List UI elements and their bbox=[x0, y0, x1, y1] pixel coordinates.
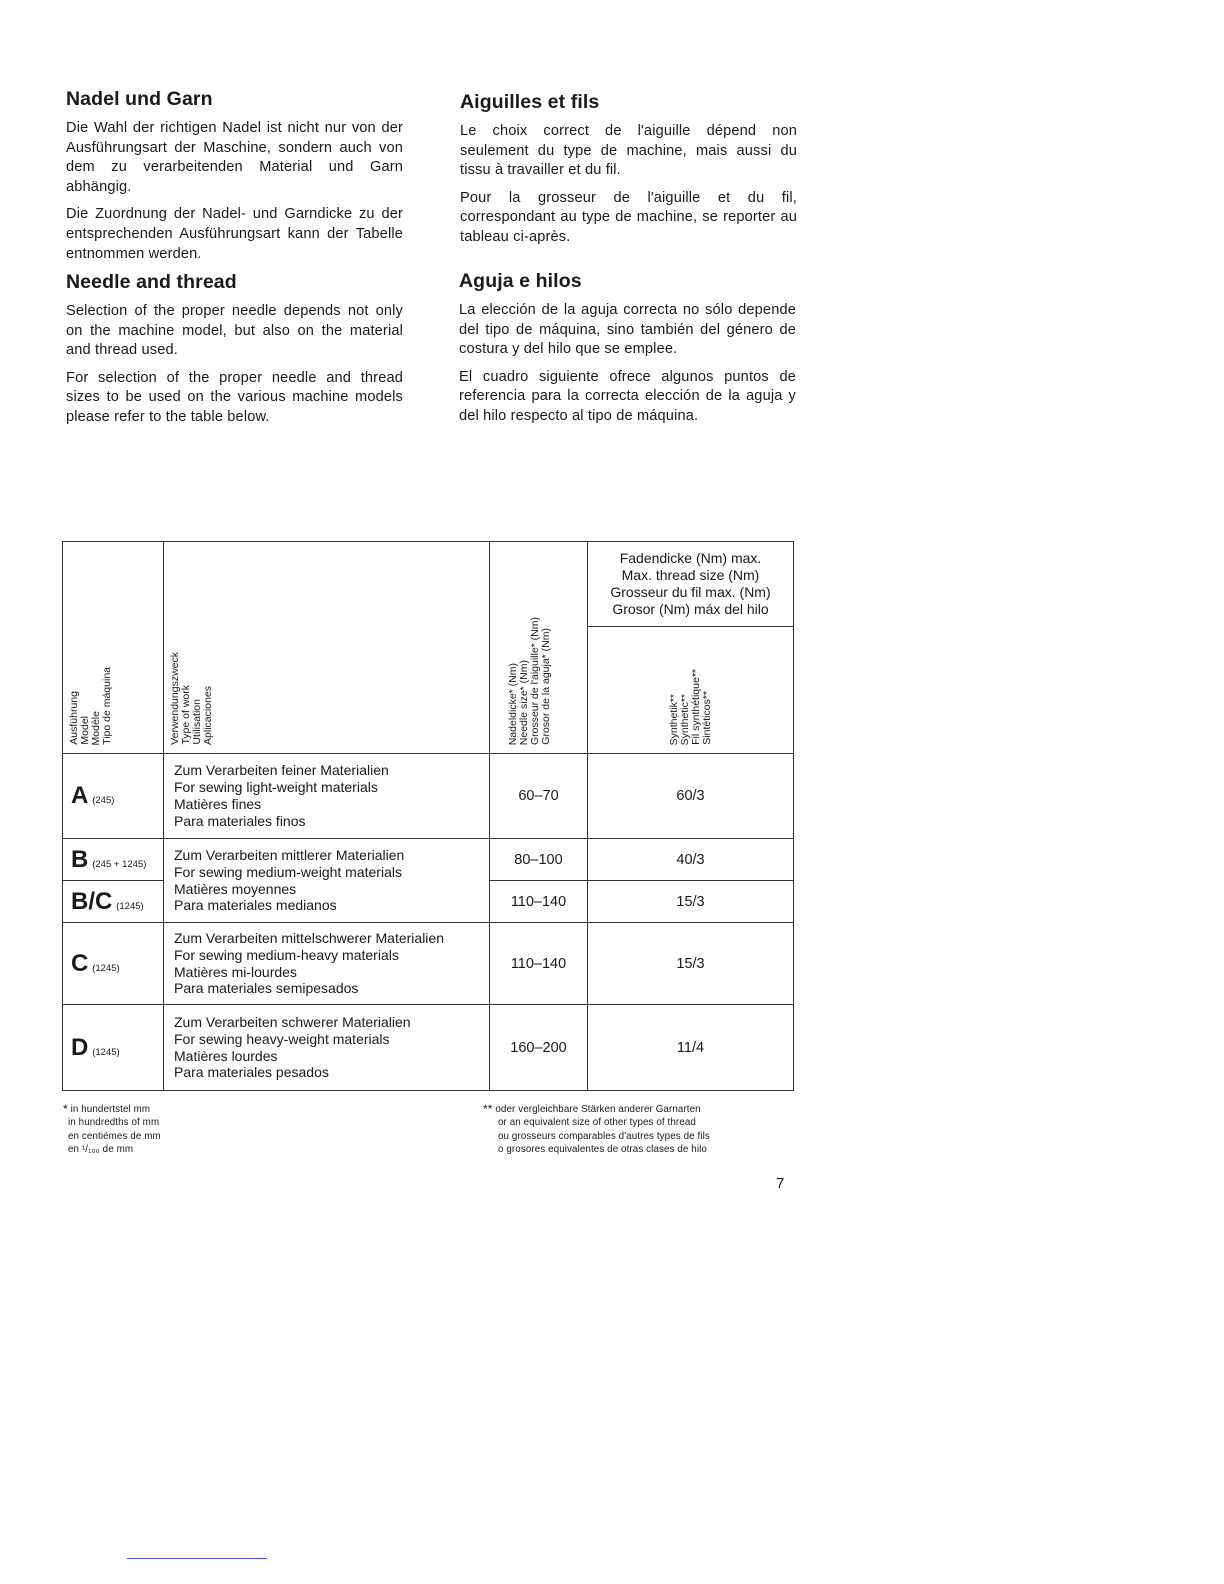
model-code: (245 + 1245) bbox=[92, 858, 147, 870]
usage-cell bbox=[164, 1005, 490, 1091]
paragraph: For selection of the proper needle and thread sizes to be used on the various machine models please refer to the table below. bbox=[66, 369, 403, 425]
needle-size-value: 110–140 bbox=[490, 923, 588, 1005]
section-title: Nadel und Garn bbox=[66, 88, 213, 110]
paragraph: El cuadro siguiente ofrece algunos puntos de referencia para la correcta elección de la aguja y del hilo respecto al tipo de máquina. bbox=[459, 368, 796, 424]
needle-size-value: 60–70 bbox=[490, 754, 588, 839]
thread-size-value: 60/3 bbox=[588, 754, 794, 839]
model-cell bbox=[63, 839, 164, 881]
usage-fr: Matières lourdes bbox=[174, 1047, 278, 1064]
paragraph: Die Zuordnung der Nadel- und Garndicke zu der entsprechenden Ausführungsart kann der Tabelle entnommen werden. bbox=[66, 206, 403, 262]
table-row bbox=[63, 1005, 794, 1091]
section-title: Aguja e hilos bbox=[459, 270, 582, 292]
paragraph: Pour la grosseur de l'aiguille et du fil, correspondant au type de machine, se reporter au tableau ci-après. bbox=[460, 189, 797, 245]
header-thread-en: Max. thread size (Nm) bbox=[621, 567, 760, 583]
section-spanish bbox=[459, 270, 796, 435]
model-code: (1245) bbox=[116, 900, 144, 912]
header-model-es: Tipo de máquina bbox=[101, 667, 113, 745]
thread-size-value: 40/3 bbox=[588, 839, 794, 881]
table-row bbox=[63, 754, 794, 839]
usage-de: Zum Verarbeiten feiner Materialien bbox=[174, 762, 389, 779]
usage-de: Zum Verarbeiten schwerer Materialien bbox=[174, 1013, 411, 1030]
usage-de: Zum Verarbeiten mittlerer Materialien bbox=[174, 846, 405, 863]
header-needle-de: Nadeldicke* (Nm) bbox=[507, 662, 519, 745]
divider bbox=[127, 1558, 267, 1559]
usage-es: Para materiales semipesados bbox=[174, 980, 359, 997]
header-needle-size bbox=[490, 542, 588, 754]
header-model-en: Model bbox=[79, 716, 91, 745]
footnote-line: ou grosseurs comparables d'autres types de fils bbox=[498, 1130, 710, 1142]
usage-cell bbox=[164, 923, 490, 1005]
model-cell bbox=[63, 881, 164, 923]
section-english bbox=[66, 271, 403, 436]
footnote-marker: * bbox=[63, 1102, 68, 1116]
model-cell bbox=[63, 754, 164, 839]
needle-thread-table bbox=[62, 541, 794, 1091]
header-model-fr: Modèle bbox=[90, 710, 102, 745]
footnote-line: in hundertstel mm bbox=[70, 1104, 151, 1115]
header-needle-en: Needle size* (Nm) bbox=[518, 659, 530, 745]
usage-en: For sewing heavy-weight materials bbox=[174, 1030, 390, 1047]
footnote-single-star bbox=[63, 1103, 161, 1156]
model-letter: A bbox=[71, 782, 89, 809]
section-title: Aiguilles et fils bbox=[460, 91, 600, 113]
header-synthetic-de: Synthetik** bbox=[667, 693, 680, 745]
model-code: (1245) bbox=[92, 962, 120, 974]
thread-size-value: 15/3 bbox=[588, 881, 794, 923]
header-usage bbox=[164, 542, 490, 754]
usage-cell bbox=[164, 839, 490, 923]
model-code: (1245) bbox=[92, 1046, 120, 1058]
footnote-line: en centièmes de mm bbox=[68, 1130, 161, 1142]
model-letter: B/C bbox=[71, 887, 113, 915]
header-thread-de: Fadendicke (Nm) max. bbox=[619, 550, 762, 566]
table-row bbox=[63, 839, 794, 881]
header-model bbox=[63, 542, 164, 754]
paragraph: Die Wahl der richtigen Nadel ist nicht nur von der Ausführungsart der Maschine, sondern auch von dem zu verarbeitenden Material und Garn abhängig. bbox=[66, 120, 403, 195]
header-needle-es: Grosor de la aguja* (Nm) bbox=[540, 628, 552, 745]
model-letter: B bbox=[71, 845, 89, 873]
needle-size-value: 160–200 bbox=[490, 1005, 588, 1091]
model-cell bbox=[63, 1005, 164, 1091]
header-usage-de: Verwendungszweck bbox=[169, 652, 181, 745]
usage-cell bbox=[164, 754, 490, 839]
header-model-de: Ausführung bbox=[68, 691, 80, 745]
header-usage-fr: Utilisation bbox=[191, 699, 203, 745]
section-german bbox=[66, 88, 403, 272]
paragraph: Le choix correct de l'aiguille dépend non seulement du type de machine, mais aussi du tissu à travailler et du fil. bbox=[460, 123, 797, 179]
section-title: Needle and thread bbox=[66, 271, 237, 293]
usage-es: Para materiales medianos bbox=[174, 897, 337, 914]
header-thread-fr: Grosseur du fil max. (Nm) bbox=[610, 584, 771, 600]
usage-fr: Matières mi-lourdes bbox=[174, 963, 297, 980]
header-usage-en: Type of work bbox=[180, 685, 192, 745]
usage-en: For sewing medium-heavy materials bbox=[174, 946, 399, 963]
usage-es: Para materiales pesados bbox=[174, 1064, 329, 1081]
usage-en: For sewing light-weight materials bbox=[174, 779, 378, 796]
footnote-line: o grosores equivalentes de otras clases de hilo bbox=[498, 1143, 707, 1155]
thread-size-value: 15/3 bbox=[588, 923, 794, 1005]
needle-size-value: 110–140 bbox=[490, 881, 588, 923]
model-letter: D bbox=[71, 1033, 89, 1061]
header-synthetic-en: Synthetic** bbox=[678, 693, 691, 745]
model-letter: C bbox=[71, 949, 89, 977]
header-needle-fr: Grosseur de l'aiguille* (Nm) bbox=[529, 616, 541, 745]
header-synthetic bbox=[588, 627, 794, 754]
usage-de: Zum Verarbeiten mittelschwerer Materialien bbox=[174, 929, 444, 946]
paragraph: La elección de la aguja correcta no sólo depende del tipo de máquina, sino también del género de costura y del hilo que se emplee. bbox=[459, 302, 796, 358]
header-thread-size bbox=[588, 542, 794, 627]
footnote-line: en ¹/₁₀₀ de mm bbox=[68, 1143, 134, 1155]
needle-size-value: 80–100 bbox=[490, 839, 588, 881]
usage-fr: Matières fines bbox=[174, 796, 262, 812]
footnote-line: in hundredths of mm bbox=[68, 1117, 160, 1129]
footnote-line: or an equivalent size of other types of thread bbox=[498, 1117, 696, 1129]
usage-es: Para materiales finos bbox=[174, 812, 306, 829]
thread-size-value: 11/4 bbox=[588, 1005, 794, 1091]
footnote-line: oder vergleichbare Stärken anderer Garnarten bbox=[495, 1104, 701, 1115]
header-synthetic-fr: Fil synthétique** bbox=[689, 669, 702, 745]
usage-fr: Matières moyennes bbox=[174, 880, 297, 897]
model-code: (245) bbox=[92, 795, 115, 806]
header-usage-es: Aplicaciones bbox=[202, 686, 214, 745]
header-thread-es: Grosor (Nm) máx del hilo bbox=[612, 601, 769, 617]
usage-en: For sewing medium-weight materials bbox=[174, 863, 402, 880]
footnote-marker: ** bbox=[483, 1102, 493, 1116]
model-cell bbox=[63, 923, 164, 1005]
section-french bbox=[460, 91, 797, 256]
table-row bbox=[63, 923, 794, 1005]
paragraph: Selection of the proper needle depends not only on the machine model, but also on the material and thread used. bbox=[66, 303, 403, 359]
page-number: 7 bbox=[776, 1175, 785, 1192]
footnote-double-star bbox=[483, 1103, 710, 1156]
header-synthetic-es: Sintéticos** bbox=[700, 691, 713, 745]
